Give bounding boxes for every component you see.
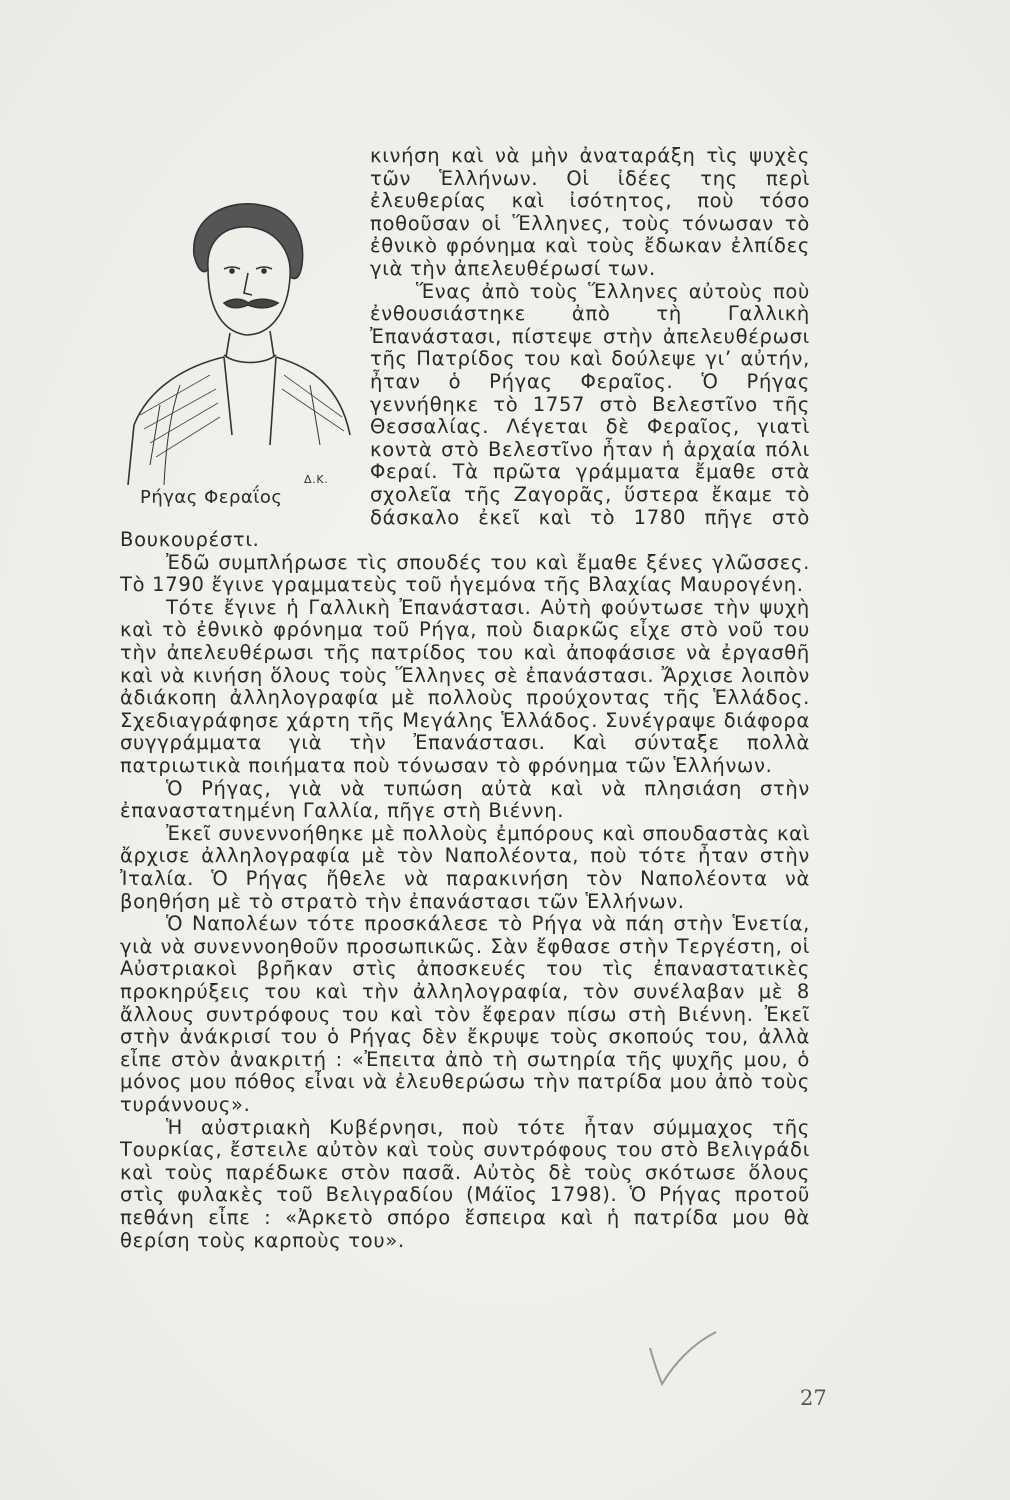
paragraph-2: Ἕνας ἀπὸ τοὺς Ἕλληνες αὐτοὺς ποὺ ἐνθουσιάστηκε ἀπὸ τὴ Γαλλικὴ Ἐπανάστασι, πίστεψε στὴν ἀπελευθέρωσι τῆς Πατρίδος του καὶ δούλεψε γι’ αὐτήν, ἦταν ὁ Ρήγας Φεραῖος. Ὁ Ρήγας γεννήθηκε τὸ 1757 στὸ Βελεστῖνο τῆς Θεσσαλίας. Λέγεται δὲ Φεραῖος, γιατὶ κοντὰ στὸ Βελεστῖνο ἦταν ἡ ἀρχαία πόλι Φεραί. Τὰ πρῶτα γράμματα ἔμαθε στὰ σχολεῖα τῆς Ζαγορᾶς, ὕστερα ἔκαμε τὸ δάσκαλο ἐκεῖ καὶ τὸ 1780 πῆγε στὸ Βουκουρέστι. — [120, 279, 810, 552]
page-number: 27 — [800, 1386, 827, 1410]
portrait-illustration — [120, 185, 356, 485]
paragraph-3: Ἐδῶ συμπλήρωσε τὶς σπουδές του καὶ ἔμαθε ξένες γλῶσσες. Τὸ 1790 ἔγινε γραμματεὺς τοῦ ἡγεμόνα τῆς Βλαχίας Μαυρογένη. — [120, 550, 810, 597]
artist-initials: Δ.Κ. — [304, 473, 329, 485]
paragraph-6: Ἐκεῖ συνεννοήθηκε μὲ πολλοὺς ἐμπόρους καὶ σπουδαστὰς καὶ ἄρχισε ἀλληλογραφία μὲ τὸν Ναπολέοντα, ποὺ τότε ἦταν στὴν Ἰταλία. Ὁ Ρήγας ἤθελε νὰ παρακινήση τὸν Ναπολέοντα νὰ βοηθήση μὲ τὸ στρατὸ τὴν ἐπανάστασι τῶν Ἑλλήνων. — [120, 821, 810, 913]
main-text — [120, 145, 810, 1252]
portrait-figure — [120, 167, 358, 523]
paragraph-7: Ὁ Ναπολέων τότε προσκάλεσε τὸ Ρήγα νὰ πάη στὴν Ἑνετία, γιὰ νὰ συνεννοηθοῦν προσωπικῶς. Σὰν ἔφθασε στὴν Τεργέστη, οἱ Αὐστριακοὶ βρῆκαν στὶς ἀποσκευές του τὶς ἐπαναστατικὲς προκηρύξεις του καὶ τὴν ἀλληλογραφία, τὸν συνέλαβαν μὲ 8 ἄλλους συντρόφους του καὶ τὸν ἔφεραν πίσω στὴ Βιέννη. Ἐκεῖ στὴν ἀνάκρισί του ὁ Ρήγας δὲν ἔκρυψε τοὺς σκοπούς του, ἀλλὰ εἶπε στὸν ἀνακριτή : «Ἐπειτα ἀπὸ τὴ σωτηρία τῆς ψυχῆς μου, ὁ μόνος μου πόθος εἶναι νὰ ἐλευθερώσω τὴν πατρίδα μου ἀπὸ τοὺς τυράννους». — [120, 912, 810, 1116]
paragraph-1-visible: κινήση καὶ νὰ μὴν ἀναταράξη τὶς ψυχὲς τῶν Ἑλλήνων. Οἱ ἰδέες της περὶ ἐλευθερίας καὶ ἰσότητος, ποὺ τόσο ποθοῦσαν οἱ Ἕλληνες, τοὺς τόνωσαν τὸ ἐθνικὸ φρόνημα καὶ τοὺς ἔδωκαν ἐλπίδες γιὰ τὴν ἀπελευθέρωσί των. — [370, 144, 810, 280]
paragraph-5: Ὁ Ρήγας, γιὰ νὰ τυπώση αὐτὰ καὶ νὰ πλησιάση στὴν ἐπαναστατημένη Γαλλία, πῆγε στὴ Βιέννη. — [120, 776, 810, 823]
paragraph-8: Ἡ αὐστριακὴ Κυβέρνησι, ποὺ τότε ἦταν σύμμαχος τῆς Τουρκίας, ἔστειλε αὐτὸν καὶ τοὺς συντρόφους του στὸ Βελιγράδι καὶ τοὺς παρέδωκε στὸν πασᾶ. Αὐτὸς δὲ τοὺς σκότωσε ὅλους στὶς φυλακὲς τοῦ Βελιγραδίου (Μάϊος 1798). Ὁ Ρήγας προτοῦ πεθάνη εἶπε : «Ἀρκετὸ σπόρο ἔσπειρα καὶ ἡ πατρίδα μου θὰ θερίση τοὺς καρποὺς του». — [120, 1115, 810, 1252]
pencil-check-mark — [640, 1328, 720, 1388]
paragraph-4: Τότε ἔγινε ἡ Γαλλικὴ Ἐπανάστασι. Αὐτὴ φούντωσε τὴν ψυχὴ καὶ τὸ ἐθνικὸ φρόνημα τοῦ Ρήγα, ποὺ διαρκῶς εἶχε στὸ νοῦ του τὴν ἀπελευθέρωσι τῆς πατρίδος του καὶ ἀποφάσισε νὰ ἐργασθῆ καὶ νὰ κινήση ὅλους τοὺς Ἕλληνες σὲ ἐπανάστασι. Ἄρχισε λοιπὸν ἀδιάκοπη ἀλληλογραφία μὲ πολλοὺς προύχοντας τῆς Ἑλλάδος. Σχεδιαγράφησε χάρτη τῆς Μεγάλης Ἑλλάδος. Συνέγραψε διάφορα συγγράμματα γιὰ τὴν Ἐπανάστασι. Καὶ σύνταξε πολλὰ πατριωτικὰ ποιήματα ποὺ τόνωσαν τὸ φρόνημα τῶν Ἑλλήνων. — [120, 595, 810, 778]
portrait-caption: Ρήγας Φεραΐος — [140, 487, 283, 508]
